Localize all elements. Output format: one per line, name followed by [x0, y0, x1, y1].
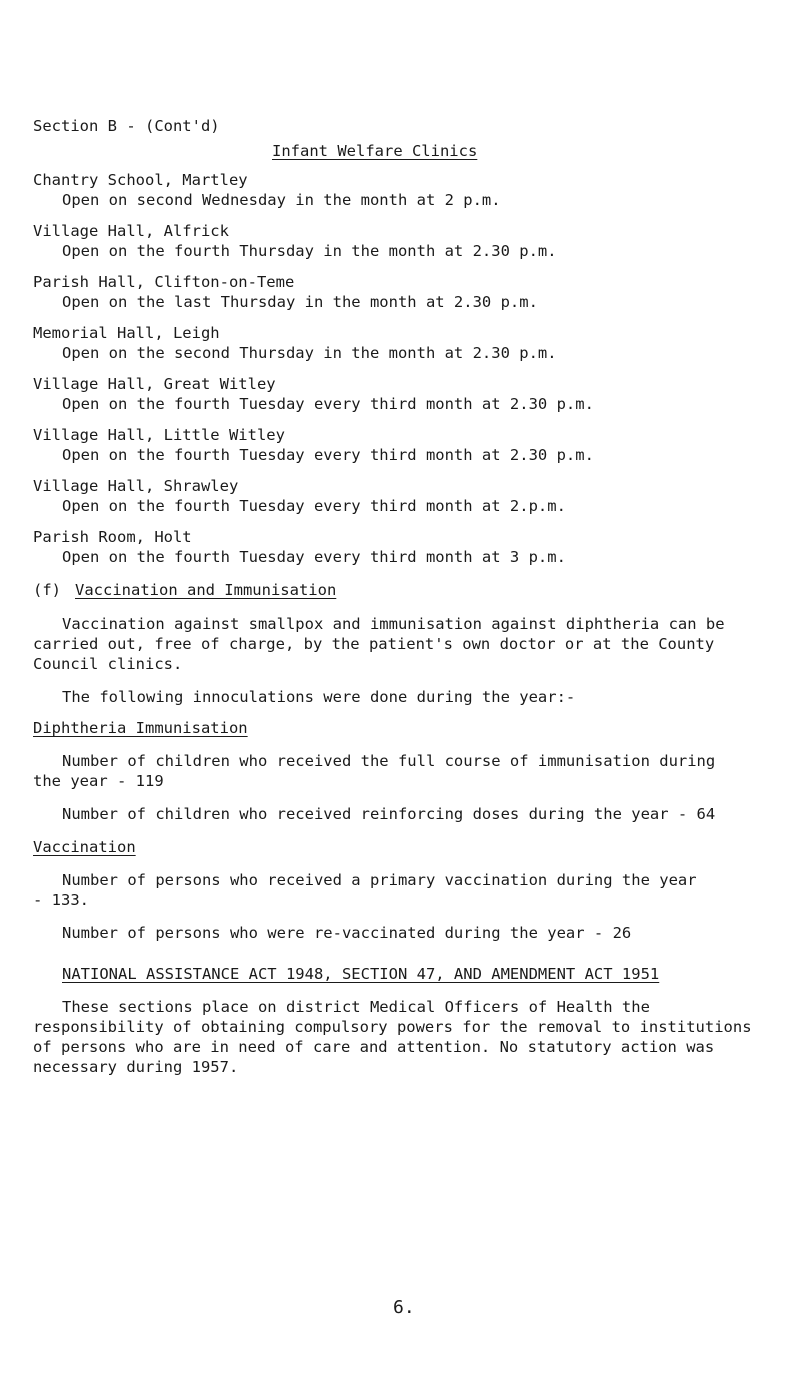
clinic-place: Parish Room, Holt	[33, 528, 192, 546]
diphtheria-heading: Diphtheria Immunisation	[33, 719, 248, 737]
clinic-place: Parish Hall, Clifton-on-Teme	[33, 273, 295, 291]
clinic-place: Village Hall, Little Witley	[33, 426, 285, 444]
national-assistance-line: necessary during 1957.	[33, 1058, 239, 1076]
vaccination-line: Number of persons who were re-vaccinated during the year - 26	[62, 924, 632, 942]
vaccination-intro-line: Vaccination against smallpox and immunisation against diphtheria can be	[62, 615, 725, 633]
national-assistance-heading: NATIONAL ASSISTANCE ACT 1948, SECTION 47, AND AMENDMENT ACT 1951	[62, 965, 660, 983]
clinic-schedule: Open on the fourth Tuesday every third month at 2.30 p.m.	[62, 395, 594, 413]
vaccination-heading: Vaccination	[33, 838, 136, 856]
national-assistance-line: responsibility of obtaining compulsory powers for the removal to institutions	[33, 1018, 752, 1036]
diphtheria-line: Number of children who received the full course of immunisation during	[62, 752, 716, 770]
innoculations-intro: The following innoculations were done during the year:-	[62, 688, 576, 706]
section-f-label: (f)	[33, 581, 61, 599]
section-f-heading: Vaccination and Immunisation	[75, 581, 337, 599]
vaccination-line: Number of persons who received a primary vaccination during the year	[62, 871, 697, 889]
clinic-place: Chantry School, Martley	[33, 171, 248, 189]
clinic-schedule: Open on second Wednesday in the month at 2 p.m.	[62, 191, 501, 209]
clinic-schedule: Open on the fourth Tuesday every third month at 3 p.m.	[62, 548, 566, 566]
clinic-place: Village Hall, Shrawley	[33, 477, 239, 495]
vaccination-line: - 133.	[33, 891, 89, 909]
clinic-schedule: Open on the fourth Thursday in the month at 2.30 p.m.	[62, 242, 557, 260]
vaccination-intro-line: Council clinics.	[33, 655, 183, 673]
clinic-schedule: Open on the fourth Tuesday every third month at 2.30 p.m.	[62, 446, 594, 464]
clinic-place: Village Hall, Alfrick	[33, 222, 229, 240]
page-title: Infant Welfare Clinics	[272, 142, 478, 160]
page-number: 6.	[393, 1297, 415, 1318]
diphtheria-line: the year - 119	[33, 772, 164, 790]
vaccination-intro-line: carried out, free of charge, by the patient's own doctor or at the County	[33, 635, 715, 653]
section-header: Section B - (Cont'd)	[33, 117, 220, 135]
clinic-place: Memorial Hall, Leigh	[33, 324, 220, 342]
national-assistance-line: These sections place on district Medical Officers of Health the	[62, 998, 650, 1016]
clinic-schedule: Open on the second Thursday in the month at 2.30 p.m.	[62, 344, 557, 362]
clinic-schedule: Open on the fourth Tuesday every third month at 2.p.m.	[62, 497, 566, 515]
national-assistance-line: of persons who are in need of care and attention. No statutory action was	[33, 1038, 715, 1056]
clinic-place: Village Hall, Great Witley	[33, 375, 276, 393]
diphtheria-line: Number of children who received reinforcing doses during the year - 64	[62, 805, 716, 823]
clinic-schedule: Open on the last Thursday in the month at 2.30 p.m.	[62, 293, 538, 311]
